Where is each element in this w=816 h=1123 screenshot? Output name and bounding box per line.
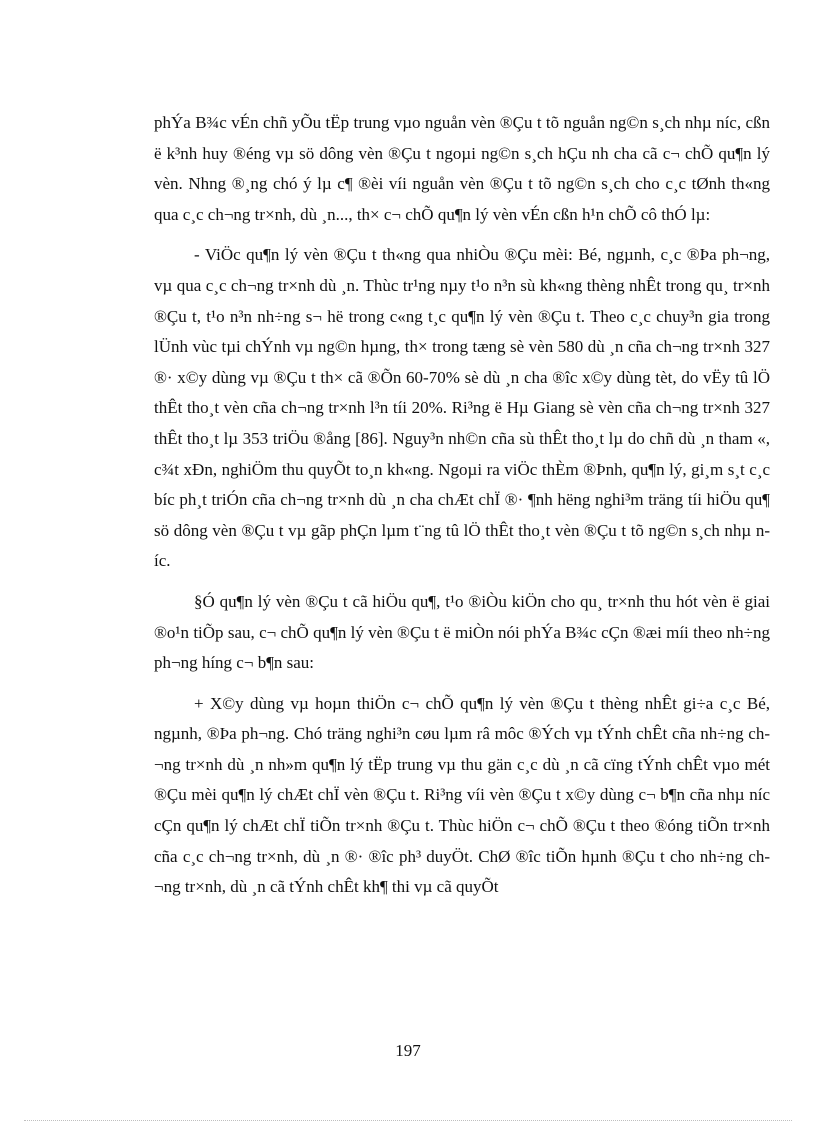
paragraph-1: phÝa B¾c vÉn chñ yÕu tËp trung vµo nguån vèn ®Çu t tõ nguån ng©n s¸ch nhµ níc, cßn ë k³nh huy ®éng vµ sö dông vèn ®Çu t ngoµi ng©n s¸ch hÇu nh cha cã c¬ chÕ qu¶n lý vèn. Nhng ®¸ng chó ý lµ c¶ ®èi víi nguån vèn ®Çu t tõ ng©n s¸ch cho c¸c tØnh th«ng qua c¸c ch¬ng tr×nh, dù ¸n..., th× c¬ chÕ qu¶n lý vèn vÉn cßn h¹n chÕ cô thÓ lµ: — [154, 113, 770, 224]
body-text — [154, 108, 770, 913]
paragraph-4: + X©y dùng vµ hoµn thiÖn c¬ chÕ qu¶n lý vèn ®Çu t thèng nhÊt gi÷a c¸c Bé, ngµnh, ®Þa ph¬ng. Chó träng nghi³n cøu lµm râ môc ®Ých vµ tÝnh chÊt cña nh÷ng ch¬ng tr×nh dù ¸n nh»m qu¶n lý tËp trung vµ thu gän c¸c dù ¸n cã cïng tÝnh chÊt vµo mét ®Çu mèi qu¶n lý chÆt chÏ vèn ®Çu t. Ri³ng víi vèn ®Çu t x©y dùng c¬ b¶n cña nhµ níc cÇn qu¶n lý chÆt chÏ tiÕn tr×nh ®Çu t. Thùc hiÖn c¬ chÕ ®Çu t theo ®óng tiÕn tr×nh cña c¸c ch¬ng tr×nh, dù ¸n ®· ®îc ph³ duyÖt. ChØ ®îc tiÕn hµnh ®Çu t cho nh÷ng ch¬ng tr×nh, dù ¸n cã tÝnh chÊt kh¶ thi vµ cã quyÕt — [154, 693, 770, 897]
paragraph-3: §Ó qu¶n lý vèn ®Çu t cã hiÖu qu¶, t¹o ®iÒu kiÖn cho qu¸ tr×nh thu hót vèn ë giai ®o¹n tiÕp sau, c¬ chÕ qu¶n lý vèn ®Çu t ë miÒn nói phÝa B¾c cÇn ®æi míi theo nh÷ng ph¬ng híng c¬ b¶n sau: — [154, 591, 770, 673]
page-number: 197 — [395, 1041, 421, 1060]
paragraph-2: - ViÖc qu¶n lý vèn ®Çu t th«ng qua nhiÒu ®Çu mèi: Bé, ngµnh, c¸c ®Þa ph¬ng, vµ qua c¸c ch¬ng tr×nh dù ¸n. Thùc tr¹ng nµy t¹o n³n sù kh«ng thèng nhÊt trong qu¸ tr×nh ®Çu t, t¹o n³n nh÷ng s¬ hë trong c«ng t¸c qu¶n lý vèn ®Çu t. Theo c¸c chuy³n gia trong lÜnh vùc tµi chÝnh vµ ng©n hµng, th× trong tæng sè vèn 580 dù ¸n cña ch¬ng tr×nh 327 ®· x©y dùng vµ ®Çu t th× cã ®Õn 60-70% sè dù ¸n cha ®îc x©y dùng tèt, do vËy tû lÖ thÊt tho¸t vèn cña ch¬ng tr×nh l³n tíi 20%. Ri³ng ë Hµ Giang sè vèn cña ch¬ng tr×nh 327 thÊt tho¸t lµ 353 triÖu ®ång [86]. Nguy³n nh©n cña sù thÊt tho¸t lµ do chñ dù ¸n tham «, c¾t xÐn, nghiÖm thu quyÕt to¸n kh«ng. Ngoµi ra viÖc thÈm ®Þnh, qu¶n lý, gi¸m s¸t c¸c bíc ph¸t triÓn cña ch¬ng tr×nh dù ¸n cha chÆt chÏ ®· ¶nh hëng nghi³m träng tíi hiÖu qu¶ sö dông vèn ®Çu t vµ gãp phÇn lµm t¨ng tû lÖ thÊt tho¸t vèn ®Çu t tõ ng©n s¸ch nhµ níc. — [154, 245, 770, 571]
bottom-divider — [24, 1120, 792, 1121]
